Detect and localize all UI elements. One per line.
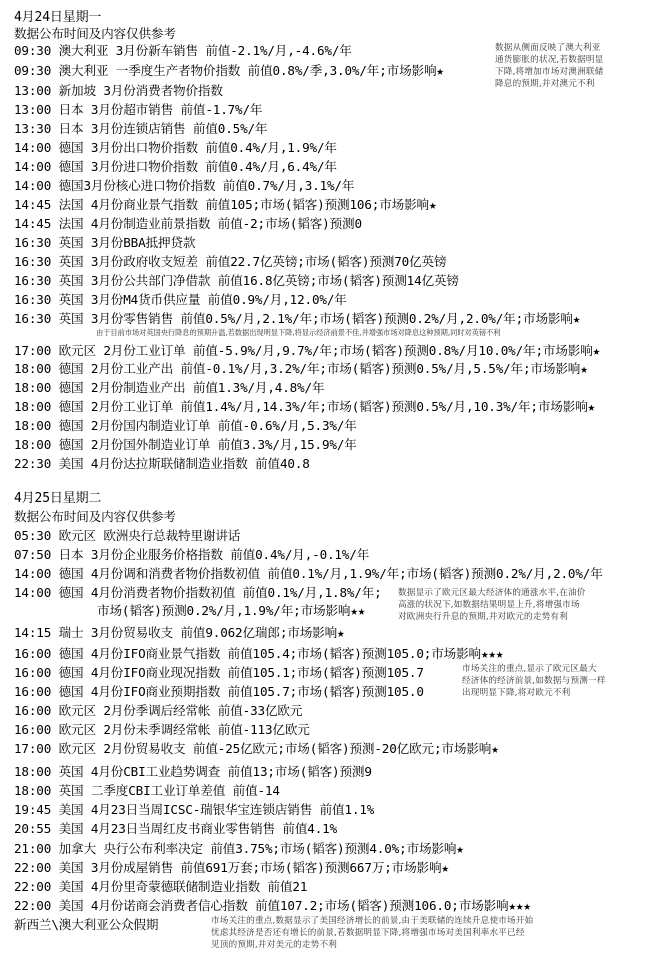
event-row: 09:30 澳大利亚 一季度生产者物价指数 前值0.8%/季,3.0%/年;市场影响★ bbox=[14, 63, 444, 78]
event-row: 16:00 欧元区 2月份季调后经常帐 前值-33亿欧元 bbox=[14, 703, 303, 718]
event-row: 16:00 德国 4月份IFO商业预期指数 前值105.7;市场(韬客)预测105.0 bbox=[14, 684, 424, 699]
event-row: 16:00 德国 4月份IFO商业现况指数 前值105.1;市场(韬客)预测105.7 bbox=[14, 665, 424, 680]
event-row: 17:00 欧元区 2月份贸易收支 前值-25亿欧元;市场(韬客)预测-20亿欧元;市场影响★ bbox=[14, 741, 499, 756]
event-row: 13:30 日本 3月份连锁店销售 前值0.5%/年 bbox=[14, 121, 268, 136]
event-row: 22:00 美国 4月份里奇蒙德联储制造业指数 前值21 bbox=[14, 879, 308, 894]
event-row: 16:00 欧元区 2月份未季调经常帐 前值-113亿欧元 bbox=[14, 722, 310, 737]
event-row: 14:00 德国 3月份出口物价指数 前值0.4%/月,1.9%/年 bbox=[14, 140, 337, 155]
event-row: 14:00 德国 3月份进口物价指数 前值0.4%/月,6.4%/年 bbox=[14, 159, 337, 174]
event-row: 14:00 德国 4月份调和消费者物价指数初值 前值0.1%/月,1.9%/年;市场(韬客)预测0.2%/月,2.0%/年 bbox=[14, 566, 603, 581]
event-row: 22:00 美国 3月份成屋销售 前值691万套;市场(韬客)预测667万;市场影响★ bbox=[14, 860, 449, 875]
event-row: 14:45 法国 4月份制造业前景指数 前值-2;市场(韬客)预测0 bbox=[14, 216, 362, 231]
event-row: 14:15 瑞士 3月份贸易收支 前值9.062亿瑞郎;市场影响★ bbox=[14, 625, 345, 640]
event-row: 18:00 德国 2月份工业订单 前值1.4%/月,14.3%/年;市场(韬客)预测0.5%/月,10.3%/年;市场影响★ bbox=[14, 399, 596, 414]
event-row: 16:00 德国 4月份IFO商业景气指数 前值105.4;市场(韬客)预测105.0;市场影响★★★ bbox=[14, 646, 504, 661]
annotation-au-ppi: 数据从侧面反映了澳大利亚 通货膨胀的状况,若数据明显 下降,将增加市场对澳洲联储 降息的预期,并对澳元不利 bbox=[495, 43, 604, 89]
event-row: 14:00 德国3月份核心进口物价指数 前值0.7%/月,3.1%/年 bbox=[14, 178, 355, 193]
subtitle: 数据公布时间及内容仅供参考 bbox=[14, 26, 176, 41]
event-row: 18:00 英国 4月份CBI工业趋势调查 前值13;市场(韬客)预测9 bbox=[14, 764, 372, 779]
event-row: 05:30 欧元区 欧洲央行总裁特里谢讲话 bbox=[14, 528, 241, 543]
event-row: 16:30 英国 3月份BBA抵押贷款 bbox=[14, 235, 196, 250]
event-row: 13:00 新加坡 3月份消费者物价指数 bbox=[14, 83, 223, 98]
event-row: 09:30 澳大利亚 3月份新车销售 前值-2.1%/月,-4.6%/年 bbox=[14, 43, 352, 58]
event-row: 16:30 英国 3月份零售销售 前值0.5%/月,2.1%/年;市场(韬客)预测0.2%/月,2.0%/年;市场影响★ bbox=[14, 311, 581, 326]
event-row: 07:50 日本 3月份企业服务价格指数 前值0.4%/月,-0.1%/年 bbox=[14, 547, 370, 562]
event-row: 18:00 德国 2月份国外制造业订单 前值3.3%/月,15.9%/年 bbox=[14, 437, 357, 452]
event-row: 18:00 德国 2月份工业产出 前值-0.1%/月,3.2%/年;市场(韬客)预测0.5%/月,5.5%/年;市场影响★ bbox=[14, 361, 588, 376]
event-row: 22:00 美国 4月份诺商会消费者信心指数 前值107.2;市场(韬客)预测106.0;市场影响★★★ bbox=[14, 898, 531, 913]
event-row: 18:00 英国 二季度CBI工业订单差值 前值-14 bbox=[14, 783, 280, 798]
event-row: 16:30 英国 3月份M4货币供应量 前值0.9%/月,12.0%/年 bbox=[14, 292, 347, 307]
event-row: 18:00 德国 2月份制造业产出 前值1.3%/月,4.8%/年 bbox=[14, 380, 325, 395]
event-row: 14:00 德国 4月份消费者物价指数初值 前值0.1%/月,1.8%/年; bbox=[14, 585, 382, 600]
event-row: 19:45 美国 4月23日当周ICSC-瑞银华宝连锁店销售 前值1.1% bbox=[14, 802, 375, 817]
annotation-de-cpi: 数据显示了欧元区最大经济体的通涨水平,在油价 高涨的状况下,如数据结果明显上升,将增强市场 对欧洲央行升息的预期,并对欧元的走势有利 bbox=[398, 588, 586, 622]
annotation-us-confidence: 市场关注的重点,数据显示了美国经济增长的前景,由于美联储的连续升息使市场开始 忧虑其经济是否还有增长的前景,若数据明显下降,将增强市场对美国利率水平已经 见顶的预期,并对美元的走势不利 bbox=[211, 916, 534, 950]
event-row: 22:30 美国 4月份达拉斯联储制造业指数 前值40.8 bbox=[14, 456, 310, 471]
event-row: 14:45 法国 4月份商业景气指数 前值105;市场(韬客)预测106;市场影响★ bbox=[14, 197, 437, 212]
event-row: 18:00 德国 2月份国内制造业订单 前值-0.6%/月,5.3%/年 bbox=[14, 418, 357, 433]
subtitle: 数据公布时间及内容仅供参考 bbox=[14, 509, 176, 524]
event-row: 16:30 英国 3月份公共部门净借款 前值16.8亿英镑;市场(韬客)预测14亿英镑 bbox=[14, 273, 459, 288]
event-row: 20:55 美国 4月23日当周红皮书商业零售销售 前值4.1% bbox=[14, 821, 338, 836]
event-row: 21:00 加拿大 央行公布利率决定 前值3.75%;市场(韬客)预测4.0%;市场影响★ bbox=[14, 841, 464, 856]
event-row: 13:00 日本 3月份超市销售 前值-1.7%/年 bbox=[14, 102, 263, 117]
holiday-note: 新西兰\澳大利亚公众假期 bbox=[14, 917, 159, 932]
event-row: 16:30 英国 3月份政府收支短差 前值22.7亿英镑;市场(韬客)预测70亿英镑 bbox=[14, 254, 447, 269]
annotation-ifo: 市场关注的重点,显示了欧元区最大 经济体的经济前景,如数据与预测一样 出现明显下降,将对欧元不利 bbox=[462, 664, 606, 698]
event-row: 17:00 欧元区 2月份工业订单 前值-5.9%/月,9.7%/年;市场(韬客)预测0.8%/月10.0%/年;市场影响★ bbox=[14, 343, 601, 358]
event-row-continued: 市场(韬客)预测0.2%/月,1.9%/年;市场影响★★ bbox=[97, 603, 366, 618]
date-header: 4月24日星期一 bbox=[14, 10, 102, 25]
annotation-uk-retail: 由于目前市场对英国央行降息的预期升温,若数据出现明显下降,将显示经济前景不佳,并增强市场对降息这种预期,同时对英镑不利 bbox=[96, 328, 501, 337]
date-header: 4月25日星期二 bbox=[14, 491, 102, 506]
